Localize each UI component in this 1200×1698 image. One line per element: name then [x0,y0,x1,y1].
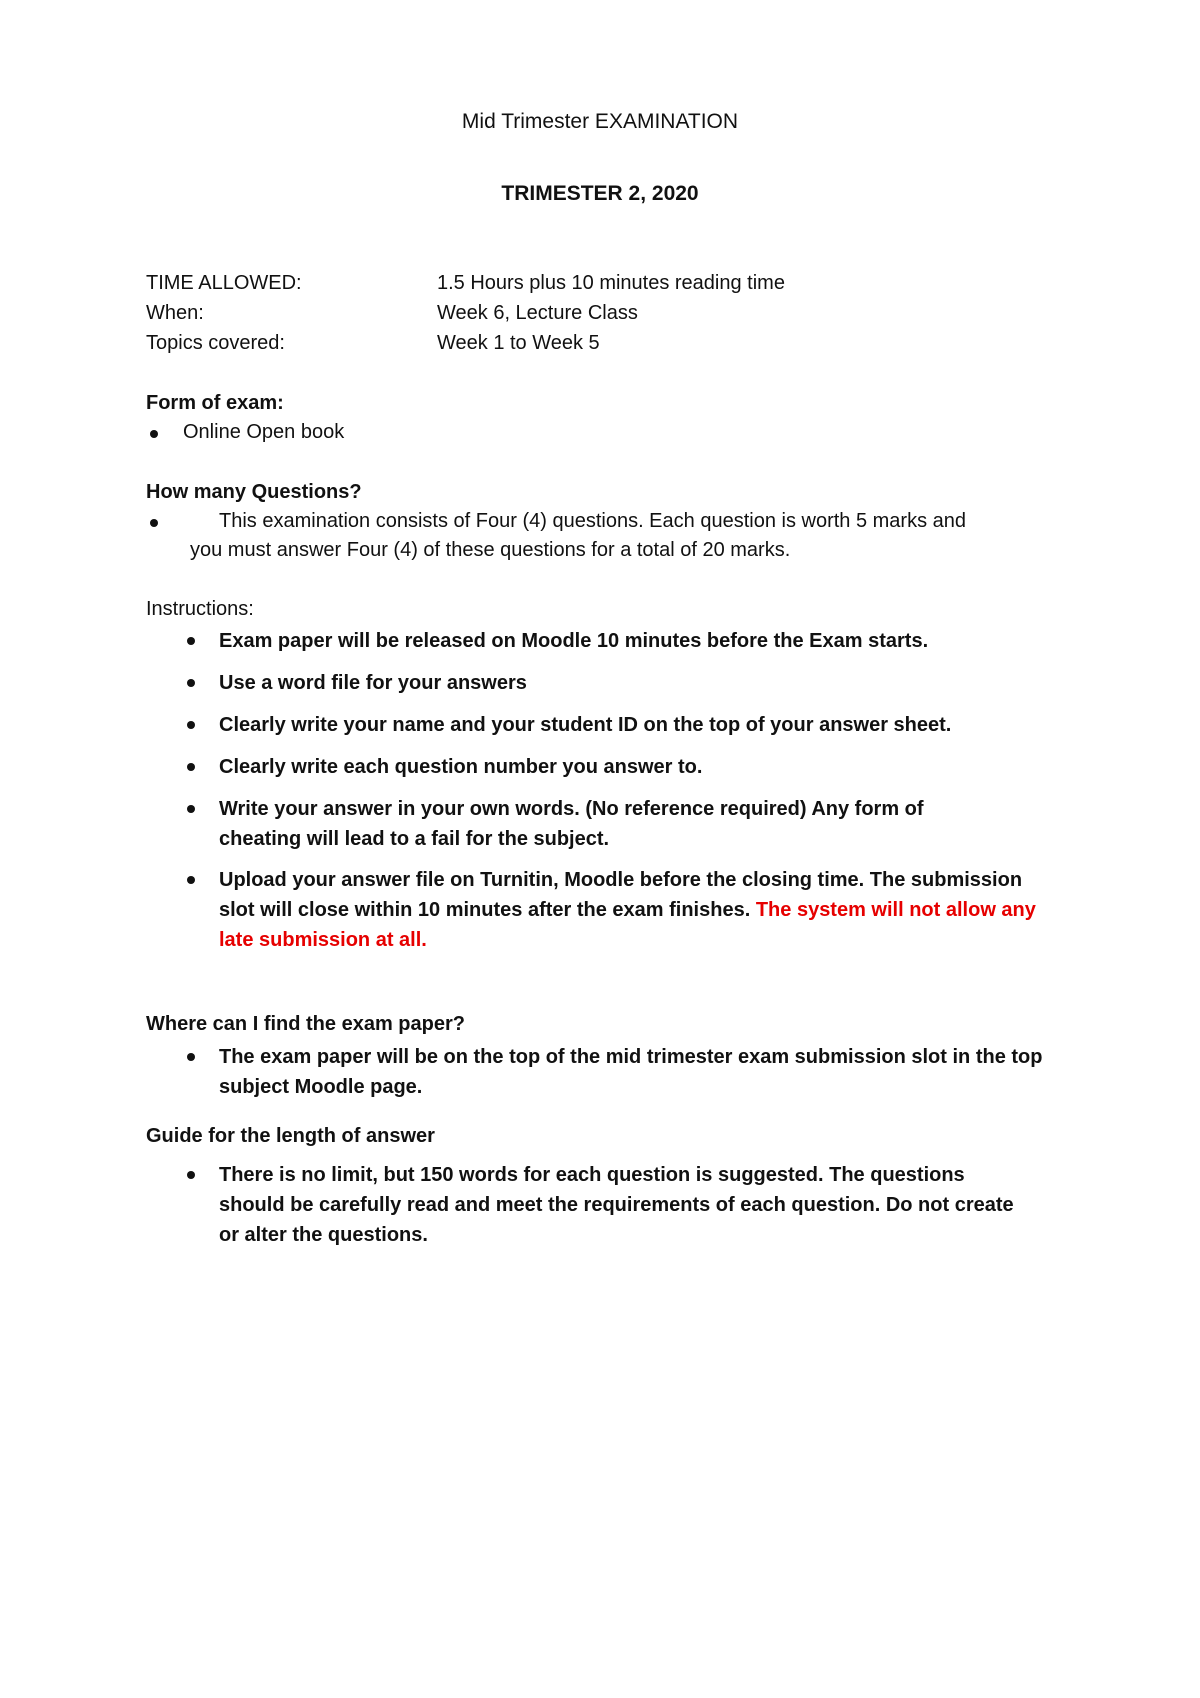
guide-heading: Guide for the length of answer [146,1125,435,1147]
time-allowed-label: TIME ALLOWED: [146,272,302,294]
bullet-icon [187,805,195,813]
guide-item: There is no limit, but 150 words for each question is suggested. The questions should be carefully read and meet the requirements of each question. Do not create or alter the questions. [219,1164,1014,1246]
time-allowed-value: 1.5 Hours plus 10 minutes reading time [437,272,785,294]
when-label: When: [146,302,204,324]
form-of-exam-heading: Form of exam: [146,392,284,414]
instructions-heading: Instructions: [146,598,254,620]
instruction-item: Clearly write your name and your student ID on the top of your answer sheet. [219,714,952,736]
instruction-upload-item [219,865,1049,955]
late-submission-warning: The system will not allow any late submission at all. [219,899,1036,951]
bullet-icon [187,763,195,771]
when-value: Week 6, Lecture Class [437,302,638,324]
how-many-line-2: you must answer Four (4) of these questions for a total of 20 marks. [190,539,791,561]
bullet-icon [187,637,195,645]
upload-instruction-text: Upload your answer file on Turnitin, Moodle before the closing time. The submission slot will close within 10 minutes after the exam finishes. [219,869,1023,921]
topics-value: Week 1 to Week 5 [437,332,600,354]
instruction-item: Clearly write each question number you answer to. [219,756,703,778]
where-heading: Where can I find the exam paper? [146,1013,465,1035]
document-subtitle: TRIMESTER 2, 2020 [501,182,699,205]
where-item: The exam paper will be on the top of the mid trimester exam submission slot in the top subject Moodle page. [219,1046,1043,1098]
topics-label: Topics covered: [146,332,285,354]
how-many-questions-heading: How many Questions? [146,481,362,503]
bullet-icon [187,1171,195,1179]
form-of-exam-item: Online Open book [183,421,345,443]
instruction-item: Write your answer in your own words. (No reference required) Any form of cheating will lead to a fail for the subject. [219,798,924,850]
instruction-item: Use a word file for your answers [219,672,527,694]
bullet-icon [187,721,195,729]
bullet-icon [187,1053,195,1061]
bullet-icon [187,679,195,687]
instruction-item: Exam paper will be released on Moodle 10 minutes before the Exam starts. [219,630,929,652]
document-title: Mid Trimester EXAMINATION [461,110,739,133]
how-many-line-1: This examination consists of Four (4) questions. Each question is worth 5 marks and [219,510,967,532]
bullet-icon [150,519,158,527]
bullet-icon [150,430,158,438]
bullet-icon [187,876,195,884]
